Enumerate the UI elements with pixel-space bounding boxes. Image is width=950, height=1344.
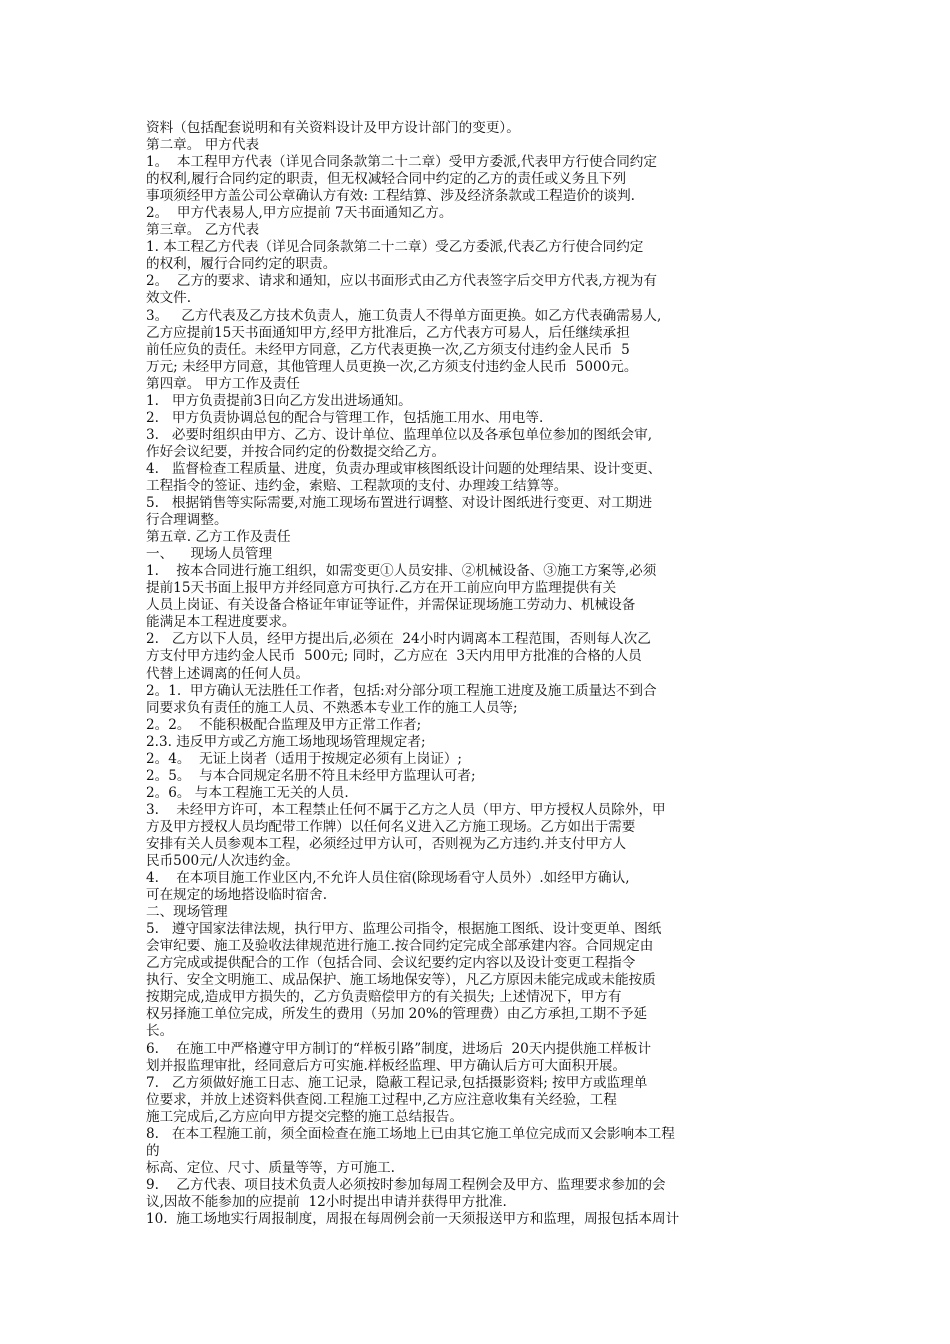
text-line: 效文件. — [146, 290, 192, 307]
text-line: 提前15天书面上报甲方并经同意方可执行.乙方在开工前应向甲方监理提供有关 — [146, 580, 617, 597]
text-line: 一、 现场人员管理 — [146, 546, 273, 563]
text-line: 4. 在本项目施工作业区内,不允许人员住宿(除现场看守人员外）.如经甲方确认, — [146, 870, 630, 887]
text-line: 施工完成后,乙方应向甲方提交完整的施工总结报告。 — [146, 1108, 463, 1125]
text-line: 同要求负有责任的施工人员、不熟悉本专业工作的施工人员等; — [146, 699, 518, 716]
text-line: 第四章。 甲方工作及责任 — [146, 375, 300, 392]
text-line: 2。6。 与本工程施工无关的人员. — [146, 784, 349, 801]
text-line: 2。4。 无证上岗者（适用于按规定必须有上岗证）; — [146, 750, 462, 767]
text-line: 前任应负的责任。未经甲方同意，乙方代表更换一次,乙方须支付违约金人民币 5 — [146, 341, 630, 358]
text-line: 方及甲方授权人员均配带工作牌）以任何名义进入乙方施工现场。乙方如出于需要 — [146, 818, 636, 835]
text-line: 6. 在施工中严格遵守甲方制订的“样板引路”制度，进场后 20天内提供施工样板计 — [146, 1040, 652, 1057]
text-line: 10. 施工场地实行周报制度，周报在每周例会前一天须报送甲方和监理，周报包括本周计 — [146, 1211, 680, 1227]
text-line: 1. 按本合同进行施工组织，如需变更①人员安排、②机械设备、③施工方案等,必须 — [146, 563, 657, 580]
text-line: 作好会议纪要，并按合同约定的份数提交给乙方。 — [146, 443, 446, 460]
text-line: 议,因故不能参加的应提前 12小时提出申请并获得甲方批准. — [146, 1193, 507, 1210]
text-line: 人员上岗证、有关设备合格证年审证等证件，并需保证现场施工劳动力、机械设备 — [146, 597, 636, 614]
text-line: 的权利，履行合同约定的职责。 — [146, 256, 337, 273]
text-line: 方支付甲方违约金人民币 500元; 同时，乙方应在 3天内用甲方批准的合格的人员 — [146, 648, 642, 665]
text-line: 1。 本工程甲方代表（详见合同条款第二十二章）受甲方委派,代表甲方行使合同约定 — [146, 154, 657, 171]
text-line: 事项须经甲方盖公司公章确认方有效: 工程结算、涉及经济条款或工程造价的谈判. — [146, 188, 636, 205]
text-line: 3。 乙方代表及乙方技术负责人，施工负责人不得单方面更换。如乙方代表确需易人, — [146, 307, 662, 324]
text-line: 安排有关人员参观本工程，必须经过甲方认可，否则视为乙方违约.并支付甲方人 — [146, 835, 627, 852]
text-line: 第五章. 乙方工作及责任 — [146, 529, 291, 546]
text-line: 2.3. 违反甲方或乙方施工场地现场管理规定者; — [146, 733, 426, 750]
text-line: 乙方完成或提供配合的工作（包括合同、会议纪要约定内容以及设计变更工程指令 — [146, 955, 636, 972]
text-line: 会审纪要、施工及验收法律规范进行施工.按合同约定完成全部承建内容。合同规定由 — [146, 938, 654, 955]
text-line: 2。 甲方代表易人,甲方应提前 7天书面通知乙方。 — [146, 205, 453, 222]
text-line: 按期完成,造成甲方损失的，乙方负责赔偿甲方的有关损失; 上述情况下，甲方有 — [146, 989, 622, 1006]
text-line: 工程指令的签证、违约金，索赔、工程款项的支付、办理竣工结算等。 — [146, 477, 568, 494]
text-line: 2。 乙方的要求、请求和通知，应以书面形式由乙方代表签字后交甲方代表,方视为有 — [146, 273, 657, 290]
text-line: 1. 甲方负责提前3日向乙方发出进场通知。 — [146, 392, 412, 409]
text-line: 位要求，并放上述资料供查阅.工程施工过程中,乙方应注意收集有关经验，工程 — [146, 1091, 617, 1108]
text-line: 二、现场管理 — [146, 904, 228, 921]
text-line: 资料（包括配套说明和有关资料设计及甲方设计部门的变更）。 — [146, 120, 520, 136]
text-line: 权另择施工单位完成，所发生的费用（另加 20%的管理费）由乙方承担,工期不予延 — [146, 1006, 648, 1023]
text-line: 2。1. 甲方确认无法胜任工作者，包括:对分部分项工程施工进度及施工质量达不到合 — [146, 682, 657, 699]
text-line: 3. 未经甲方许可，本工程禁止任何不属于乙方之人员（甲方、甲方授权人员除外，甲 — [146, 801, 666, 818]
text-line: 标高、定位、尺寸、质量等等，方可施工. — [146, 1159, 396, 1176]
text-line: 的权利,履行合同约定的职责，但无权减轻合同中约定的乙方的责任或义务且下列 — [146, 171, 627, 188]
text-line: 5. 遵守国家法律法规，执行甲方、监理公司指令，根据施工图纸、设计变更单、图纸 — [146, 921, 662, 938]
text-line: 3. 必要时组织由甲方、乙方、设计单位、监理单位以及各承包单位参加的图纸会审, — [146, 426, 653, 443]
text-line: 1. 本工程乙方代表（详见合同条款第二十二章）受乙方委派,代表乙方行使合同约定 — [146, 239, 644, 256]
text-line: 7. 乙方须做好施工日志、施工记录，隐蔽工程记录,包括摄影资料; 按甲方或监理单 — [146, 1074, 648, 1091]
text-line: 8. 在本工程施工前，须全面检查在施工场地上已由其它施工单位完成而又会影响本工程 — [146, 1125, 675, 1142]
text-line: 2. 甲方负责协调总包的配合与管理工作，包括施工用水、用电等. — [146, 409, 544, 426]
text-line: 5. 根据销售等实际需要,对施工现场布置进行调整、对设计图纸进行变更、对工期进 — [146, 495, 653, 512]
text-line: 4. 监督检查工程质量、进度，负责办理或审核图纸设计问题的处理结果、设计变更、 — [146, 460, 662, 477]
text-line: 9. 乙方代表、项目技术负责人必须按时参加每周工程例会及甲方、监理要求参加的会 — [146, 1176, 666, 1193]
text-line: 长。 — [146, 1023, 174, 1040]
text-line: 2. 乙方以下人员，经甲方提出后,必须在 24小时内调离本工程范围，否则每人次乙 — [146, 631, 651, 648]
text-line: 代替上述调离的任何人员。 — [146, 665, 310, 682]
document-page — [146, 120, 826, 1228]
text-line: 第三章。 乙方代表 — [146, 222, 260, 239]
text-line: 的 — [146, 1142, 160, 1159]
text-line: 万元; 未经甲方同意，其他管理人员更换一次,乙方须支付违约金人民币 5000元。 — [146, 358, 638, 375]
text-line: 行合理调整。 — [146, 512, 228, 529]
text-line: 民币500元/人次违约金。 — [146, 853, 299, 870]
text-line: 可在规定的场地搭设临时宿舍. — [146, 887, 328, 904]
text-line: 乙方应提前15天书面通知甲方,经甲方批准后，乙方代表方可易人，后任继续承担 — [146, 324, 630, 341]
text-line: 能满足本工程进度要求。 — [146, 614, 296, 631]
text-line: 2。5。 与本合同规定名册不符且未经甲方监理认可者; — [146, 767, 476, 784]
text-line: 2。2。 不能积极配合监理及甲方正常工作者; — [146, 716, 422, 733]
text-line: 第二章。 甲方代表 — [146, 137, 260, 154]
text-line: 执行、安全文明施工、成品保护、施工场地保安等），凡乙方原因未能完成或未能按质 — [146, 972, 656, 989]
text-line: 划并报监理审批，经同意后方可实施.样板经监理、甲方确认后方可大面积开展。 — [146, 1057, 627, 1074]
